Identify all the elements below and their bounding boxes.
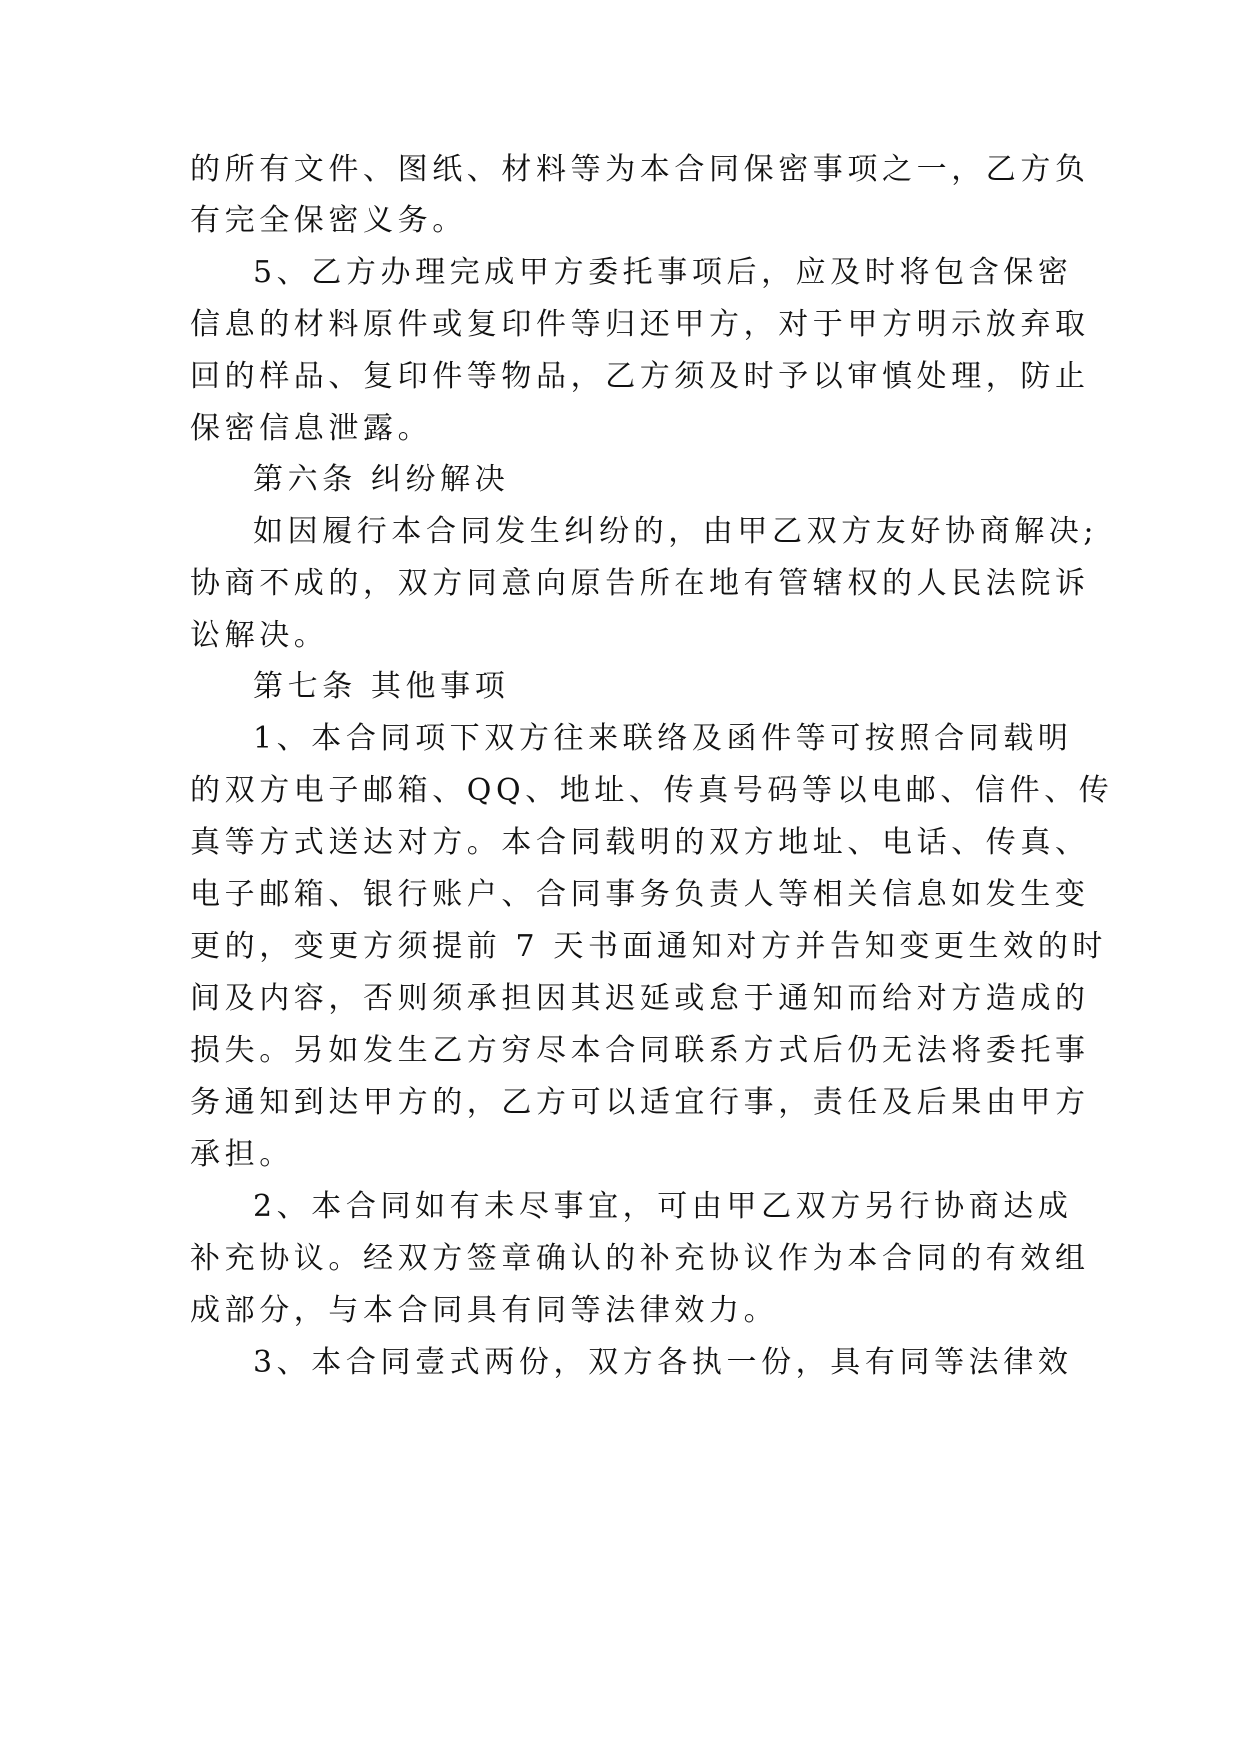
article-6-heading: 第六条 纠纷解决 <box>253 462 510 497</box>
text-line: 保密信息泄露。 <box>190 411 433 446</box>
text-line: 电子邮箱、银行账户、合同事务负责人等相关信息如发生变 <box>190 877 1090 912</box>
article-7-heading: 第七条 其他事项 <box>253 669 510 704</box>
text-line: 协商不成的，双方同意向原告所在地有管辖权的人民法院诉 <box>190 566 1090 601</box>
text-line: 补充协议。经双方签章确认的补充协议作为本合同的有效组 <box>190 1241 1090 1276</box>
text-line: 真等方式送达对方。本合同载明的双方地址、电话、传真、 <box>190 825 1090 860</box>
text-line: 承担。 <box>190 1137 294 1172</box>
text-line: 有完全保密义务。 <box>190 203 467 238</box>
text-line: 损失。另如发生乙方穷尽本合同联系方式后仍无法将委托事 <box>190 1033 1090 1068</box>
text-line: 间及内容，否则须承担因其迟延或怠于通知而给对方造成的 <box>190 981 1090 1016</box>
text-line: 信息的材料原件或复印件等归还甲方，对于甲方明示放弃取 <box>190 307 1090 342</box>
clause-5-start: 5、乙方办理完成甲方委托事项后，应及时将包含保密 <box>253 255 1073 290</box>
article-6-body-start: 如因履行本合同发生纠纷的，由甲乙双方友好协商解决; <box>253 514 1099 549</box>
text-line: 更的，变更方须提前 7 天书面通知对方并告知变更生效的时 <box>190 929 1107 964</box>
clause-1-start: 1、本合同项下双方往来联络及函件等可按照合同载明 <box>253 721 1073 756</box>
text-line: 讼解决。 <box>190 618 329 653</box>
text-line: 的所有文件、图纸、材料等为本合同保密事项之一，乙方负 <box>190 152 1090 187</box>
text-line: 务通知到达甲方的，乙方可以适宜行事，责任及后果由甲方 <box>190 1085 1090 1120</box>
text-line: 成部分，与本合同具有同等法律效力。 <box>190 1293 779 1328</box>
clause-2-start: 2、本合同如有未尽事宜，可由甲乙双方另行协商达成 <box>253 1189 1073 1224</box>
clause-3-start: 3、本合同壹式两份，双方各执一份，具有同等法律效 <box>253 1345 1073 1380</box>
text-line: 回的样品、复印件等物品，乙方须及时予以审慎处理，防止 <box>190 359 1090 394</box>
text-line: 的双方电子邮箱、QQ、地址、传真号码等以电邮、信件、传 <box>190 773 1114 808</box>
